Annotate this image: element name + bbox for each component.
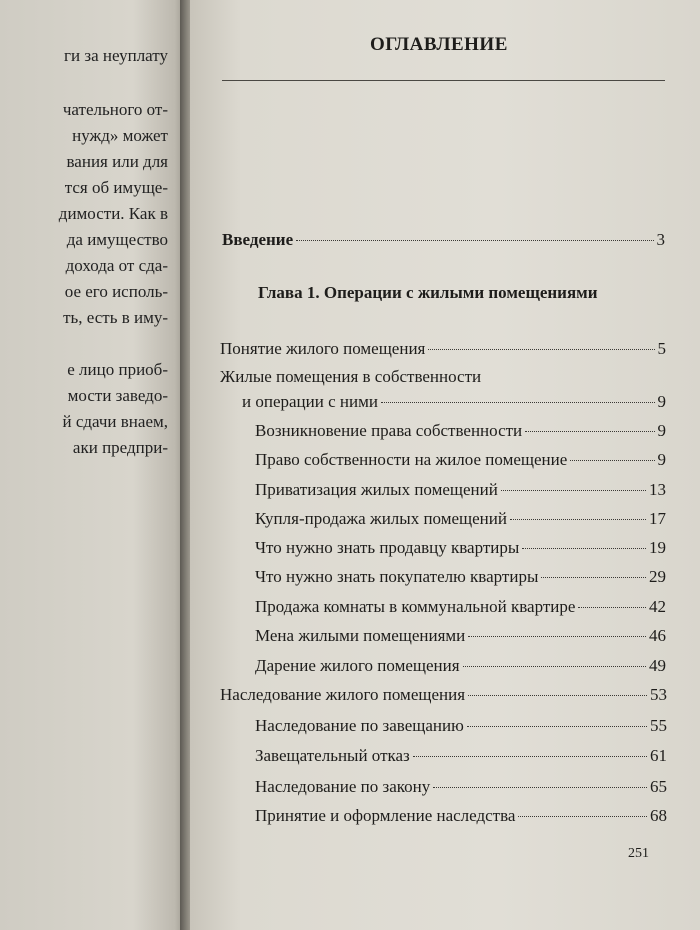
- toc-page: 55: [650, 716, 667, 735]
- left-text-line: мости заведо-: [67, 386, 168, 405]
- toc-page: 42: [649, 597, 666, 616]
- toc-label: Продажа комнаты в коммунальной квартире: [255, 597, 576, 616]
- toc-entry: [220, 685, 667, 705]
- toc-entry: [220, 339, 666, 359]
- toc-label: Купля-продажа жилых помещений: [255, 509, 507, 528]
- toc-label: Понятие жилого помещения: [220, 339, 426, 358]
- toc-leader-dots: [428, 349, 654, 350]
- toc-label: Завещательный отказ: [255, 746, 410, 765]
- toc-leader-dots: [381, 402, 655, 403]
- toc-subentry: [255, 567, 666, 587]
- toc-page: 5: [657, 339, 666, 358]
- toc-label: Что нужно знать продавцу квартиры: [255, 538, 520, 557]
- toc-leader-dots: [578, 607, 646, 608]
- toc-page: 68: [650, 806, 667, 825]
- left-text-line: ги за неуплату: [64, 46, 168, 65]
- toc-leader-dots: [541, 577, 646, 578]
- left-text-line: да имущество: [66, 230, 168, 249]
- toc-label: Мена жилыми помещениями: [255, 626, 466, 645]
- toc-label: Введение: [222, 230, 294, 249]
- toc-leader-dots: [467, 726, 647, 727]
- toc-leader-dots: [525, 431, 654, 432]
- toc-subentry: [255, 716, 667, 736]
- toc-page: 53: [650, 685, 667, 704]
- toc-label: Право собственности на жилое помещение: [255, 450, 568, 469]
- toc-leader-dots: [468, 636, 646, 637]
- toc-leader-dots: [570, 460, 654, 461]
- toc-subentry: [255, 656, 666, 676]
- toc-entry-line: Жилые помещения в собственности: [220, 367, 482, 386]
- toc-page: 3: [656, 230, 665, 249]
- toc-page: 61: [650, 746, 667, 765]
- left-text-line: димости. Как в: [58, 204, 168, 223]
- toc-subentry: [255, 806, 667, 826]
- toc-entry-intro: [222, 230, 665, 250]
- toc-entry: [242, 392, 666, 412]
- toc-subentry: [255, 597, 666, 617]
- left-text-line: нужд» может: [72, 126, 168, 145]
- toc-subentry: [255, 777, 667, 797]
- toc-leader-dots: [296, 240, 653, 241]
- chapter-title: Глава 1. Операции с жилыми помещениями: [258, 283, 598, 302]
- toc-subentry: [255, 450, 666, 470]
- left-text-line: дохода от сда-: [65, 256, 168, 275]
- toc-subentry: [255, 538, 666, 558]
- toc-leader-dots: [501, 490, 646, 491]
- toc-leader-dots: [510, 519, 646, 520]
- toc-page: 13: [649, 480, 666, 499]
- toc-page: 19: [649, 538, 666, 557]
- page-number: 251: [628, 846, 649, 861]
- toc-subentry: [255, 509, 666, 529]
- toc-subentry: [255, 746, 667, 766]
- toc-label: Что нужно знать покупателю квартиры: [255, 567, 539, 586]
- toc-leader-dots: [433, 787, 647, 788]
- toc-leader-dots: [518, 816, 647, 817]
- toc-subentry: [255, 480, 666, 500]
- toc-page: 9: [657, 450, 666, 469]
- toc-subentry: [255, 421, 666, 441]
- toc-page: 17: [649, 509, 666, 528]
- toc-page: 65: [650, 777, 667, 796]
- toc-label: Дарение жилого помещения: [255, 656, 460, 675]
- toc-label: Наследование по закону: [255, 777, 431, 796]
- toc-label: Наследование жилого помещения: [220, 685, 466, 704]
- left-page: [0, 0, 190, 930]
- left-text-line: й сдачи внаем,: [62, 412, 168, 431]
- left-text-line: вания или для: [66, 152, 168, 171]
- toc-page: 49: [649, 656, 666, 675]
- title-rule: [222, 80, 665, 81]
- toc-leader-dots: [463, 666, 646, 667]
- toc-subentry: [255, 626, 666, 646]
- left-text-line: тся об имуще-: [64, 178, 168, 197]
- toc-page: 46: [649, 626, 666, 645]
- toc-leader-dots: [468, 695, 647, 696]
- left-text-line: е лицо приоб-: [67, 360, 168, 379]
- toc-label: Приватизация жилых помещений: [255, 480, 498, 499]
- left-text-line: ое его исполь-: [64, 282, 168, 301]
- left-text-line: чательного от-: [62, 100, 168, 119]
- toc-label: Возникновение права собственности: [255, 421, 523, 440]
- toc-page: 9: [657, 421, 666, 440]
- page-title: ОГЛАВЛЕНИЕ: [370, 34, 508, 55]
- left-text-line: аки предпри-: [72, 438, 168, 457]
- toc-label: Наследование по завещанию: [255, 716, 464, 735]
- toc-label: Принятие и оформление наследства: [255, 806, 516, 825]
- toc-page: 9: [657, 392, 666, 411]
- left-text-line: ть, есть в иму-: [63, 308, 168, 327]
- toc-label: и операции с ними: [242, 392, 378, 411]
- toc-leader-dots: [413, 756, 647, 757]
- toc-page: 29: [649, 567, 666, 586]
- toc-leader-dots: [522, 548, 646, 549]
